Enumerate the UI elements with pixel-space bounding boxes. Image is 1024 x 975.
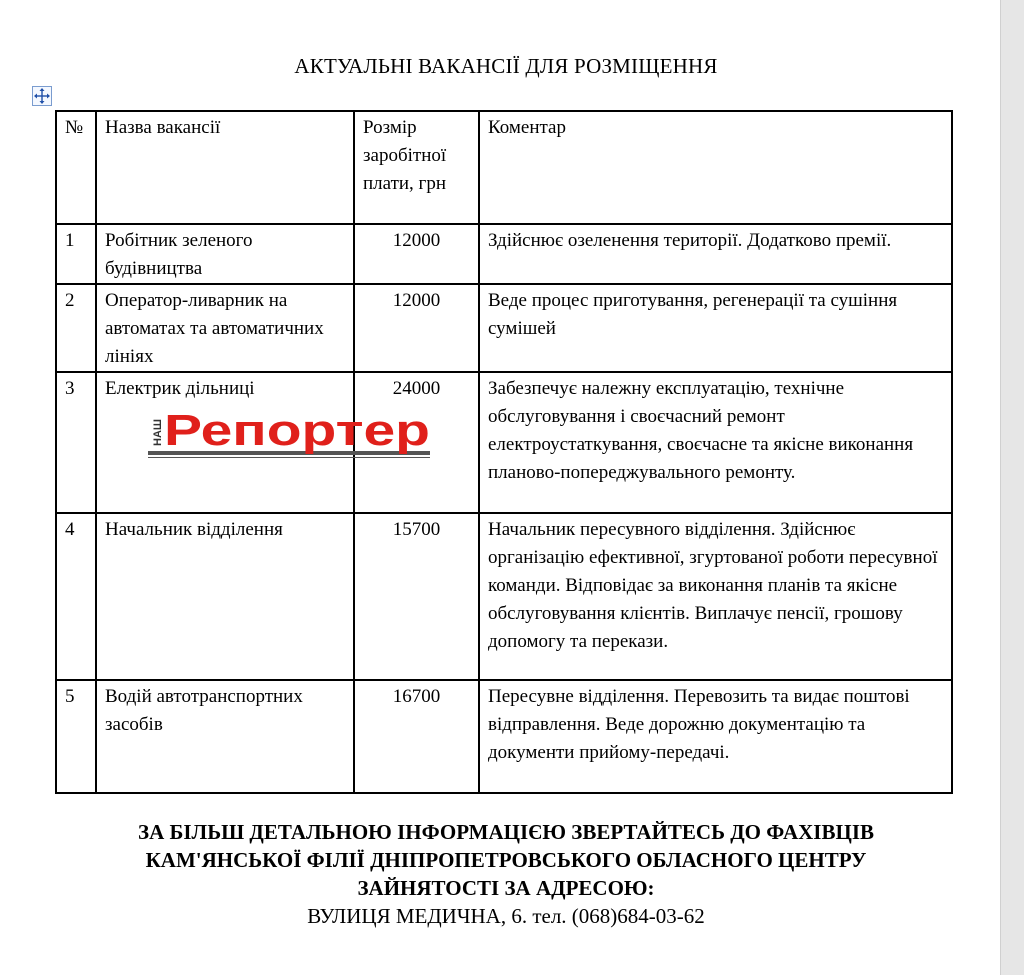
row-comment: Веде процес приготування, регенерації та сушіння сумішей — [479, 284, 952, 372]
header-name: Назва вакансії — [96, 111, 354, 224]
row-salary: 15700 — [354, 513, 479, 680]
header-comment: Коментар — [479, 111, 952, 224]
document-title: АКТУАЛЬНІ ВАКАНСІЇ ДЛЯ РОЗМІЩЕННЯ — [294, 54, 718, 78]
nash-reporter-watermark-logo — [148, 405, 433, 459]
row-salary: 12000 — [354, 284, 479, 372]
footer-line-3: ЗАЙНЯТОСТІ ЗА АДРЕСОЮ: — [357, 876, 655, 900]
table-row — [56, 284, 952, 372]
table-move-handle[interactable] — [32, 86, 52, 106]
header-num: № — [56, 111, 96, 224]
row-comment: Забезпечує належну експлуатацію, технічне обслуговування і своєчасний ремонт електроустаткування, своєчасне та якісне виконання планово-попереджувального ремонту. — [479, 372, 952, 513]
row-salary: 24000 — [354, 372, 479, 513]
move-arrows-icon — [33, 87, 51, 105]
row-num: 1 — [56, 224, 96, 284]
table-row — [56, 680, 952, 793]
watermark-main-text: Репортер — [164, 406, 430, 455]
row-comment: Пересувне відділення. Перевозить та видає поштові відправлення. Веде дорожню документацію та документи прийому-передачі. — [479, 680, 952, 793]
row-name: Робітник зеленого будівництва — [96, 224, 354, 284]
row-salary: 12000 — [354, 224, 479, 284]
row-num: 4 — [56, 513, 96, 680]
header-salary: Розмір заробітної плати, грн — [354, 111, 479, 224]
vertical-scrollbar[interactable] — [1000, 0, 1024, 975]
footer-line-2: КАМ'ЯНСЬКОЇ ФІЛІЇ ДНІПРОПЕТРОВСЬКОГО ОБЛАСНОГО ЦЕНТРУ — [145, 848, 867, 872]
table-row — [56, 224, 952, 284]
footer-address-phone: ВУЛИЦЯ МЕДИЧНА, 6. тел. (068)684-03-62 — [307, 904, 705, 928]
row-name: Електрик дільниці — [96, 372, 354, 513]
row-name: Оператор-ливарник на автоматах та автоматичних лініях — [96, 284, 354, 372]
row-num: 5 — [56, 680, 96, 793]
table-row — [56, 513, 952, 680]
row-num: 2 — [56, 284, 96, 372]
watermark-logo-graphic — [148, 405, 433, 459]
row-comment: Здійснює озеленення території. Додатково премії. — [479, 224, 952, 284]
watermark-small-text: НАШ — [152, 419, 164, 446]
footer-line-1: ЗА БІЛЬШ ДЕТАЛЬНОЮ ІНФОРМАЦІЄЮ ЗВЕРТАЙТЕСЬ ДО ФАХІВЦІВ — [138, 820, 874, 844]
table-header-row — [56, 111, 952, 224]
row-name: Водій автотранспортних засобів — [96, 680, 354, 793]
contact-footer — [0, 818, 1012, 930]
row-salary: 16700 — [354, 680, 479, 793]
row-num: 3 — [56, 372, 96, 513]
row-name: Начальник відділення — [96, 513, 354, 680]
row-comment: Начальник пересувного відділення. Здійснює організацію ефективної, згуртованої роботи пересувної команди. Відповідає за виконання планів та якісне обслуговування клієнтів. Виплачує пенсії, грошову допомогу та перекази. — [479, 513, 952, 680]
